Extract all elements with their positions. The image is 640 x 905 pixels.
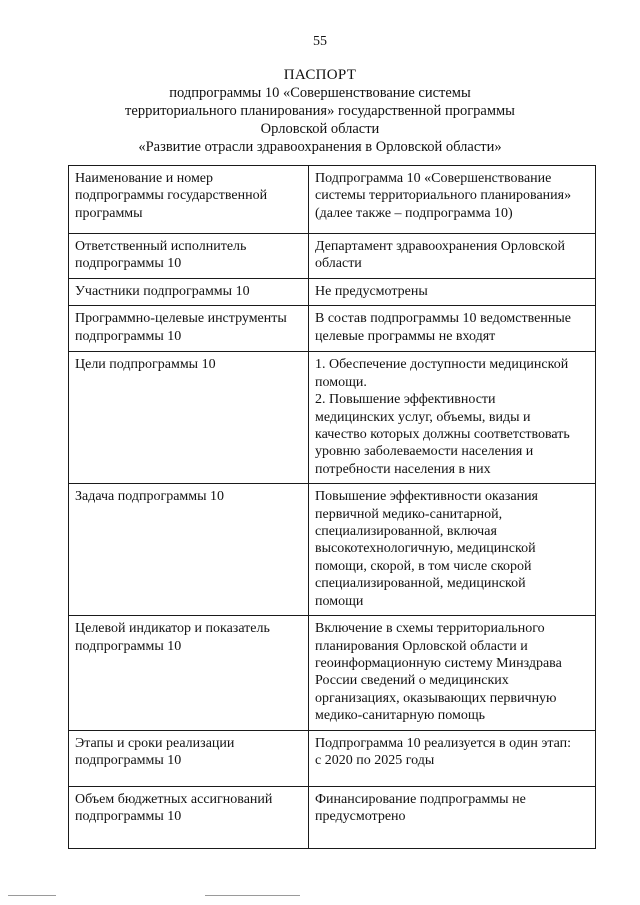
document-title [60, 66, 580, 156]
page-number: 55 [313, 34, 327, 49]
row-value: Не предусмотрены [309, 279, 596, 306]
row-value: Подпрограмма 10 «Совершенствование системы территориального планирования» (далее также – подпрограмма 10) [309, 166, 596, 234]
row-value: Финансирование подпрограммы не предусмотрено [309, 786, 596, 848]
table-row [69, 234, 596, 279]
passport-table [68, 165, 596, 849]
row-value: Департамент здравоохранения Орловской области [309, 234, 596, 279]
row-value: Включение в схемы территориального планирования Орловской области и геоинформационную систему Минздрава России сведений о медицинских организациях, оказывающих первичную медико-санитарную помощь [309, 616, 596, 730]
table-row [69, 484, 596, 616]
table-row [69, 786, 596, 848]
row-value: В состав подпрограммы 10 ведомственные целевые программы не входят [309, 306, 596, 352]
row-label: Целевой индикатор и показатель подпрограммы 10 [69, 616, 309, 730]
scan-artifact-mark [205, 895, 300, 896]
row-label: Программно-целевые инструменты подпрограммы 10 [69, 306, 309, 352]
title-line: территориального планирования» государственной программы [125, 103, 515, 119]
title-line: Орловской области [260, 121, 380, 137]
scan-artifacts [0, 895, 640, 901]
row-label: Этапы и сроки реализации подпрограммы 10 [69, 730, 309, 786]
row-label: Ответственный исполнитель подпрограммы 10 [69, 234, 309, 279]
row-value: Подпрограмма 10 реализуется в один этап: с 2020 по 2025 годы [309, 730, 596, 786]
table-row [69, 166, 596, 234]
row-value: 1. Обеспечение доступности медицинской помощи. 2. Повышение эффективности медицинских услуг, объемы, виды и качество которых должны соответствовать уровню заболеваемости населения и потребности населения в них [309, 352, 596, 484]
row-label: Задача подпрограммы 10 [69, 484, 309, 616]
title-line: подпрограммы 10 «Совершенствование системы [169, 85, 471, 101]
table-row [69, 352, 596, 484]
row-value: Повышение эффективности оказания первичной медико-санитарной, специализированной, включая высокотехнологичную, медицинской помощи, скорой, в том числе скорой специализированной, медицинской помощи [309, 484, 596, 616]
table-row [69, 616, 596, 730]
table-row [69, 279, 596, 306]
row-label: Цели подпрограммы 10 [69, 352, 309, 484]
title-heading: ПАСПОРТ [283, 67, 357, 83]
row-label: Объем бюджетных ассигнований подпрограммы 10 [69, 786, 309, 848]
row-label: Участники подпрограммы 10 [69, 279, 309, 306]
row-label: Наименование и номер подпрограммы государственной программы [69, 166, 309, 234]
table-row [69, 306, 596, 352]
table-row [69, 730, 596, 786]
title-line: «Развитие отрасли здравоохранения в Орловской области» [138, 139, 502, 155]
scan-artifact-mark [8, 895, 56, 896]
